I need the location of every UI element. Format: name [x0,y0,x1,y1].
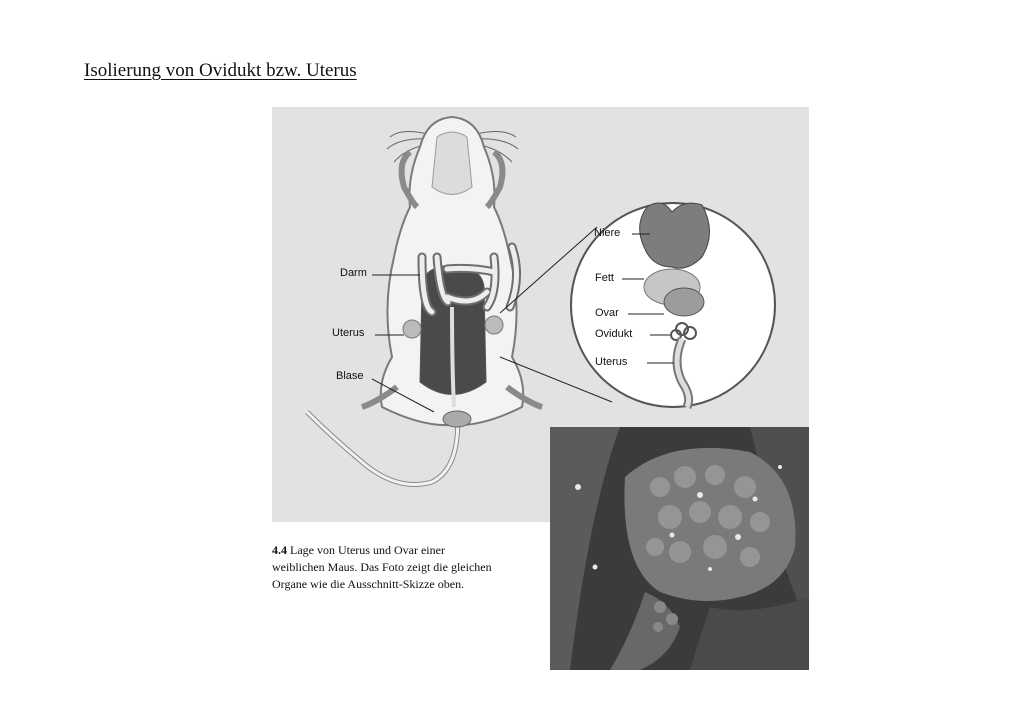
caption-line-1: Lage von Uterus und Ovar einer [290,543,445,557]
figure-number: 4.4 [272,543,287,557]
label-niere: Niere [594,227,621,239]
page-title: Isolierung von Ovidukt bzw. Uterus [84,60,357,81]
ovary [664,288,704,316]
label-blase: Blase [336,370,364,382]
caption-line-2: weiblichen Maus. Das Foto zeigt die gleichen [272,560,492,574]
label-fett: Fett [595,272,614,284]
uterus-horn [452,307,454,407]
right-ovary [485,316,503,334]
label-uterus: Uterus [332,327,365,339]
organ-photo [550,427,809,670]
caption-line-3: Organe wie die Ausschnitt-Skizze oben. [272,577,465,591]
label-ovar: Ovar [595,307,619,319]
label-uterus-inset: Uterus [595,356,628,368]
photo-rendering [550,427,809,670]
bladder [443,411,471,427]
label-darm: Darm [340,267,367,279]
left-ovary [403,320,421,338]
figure-caption [272,542,542,593]
label-ovidukt: Ovidukt [595,328,633,340]
